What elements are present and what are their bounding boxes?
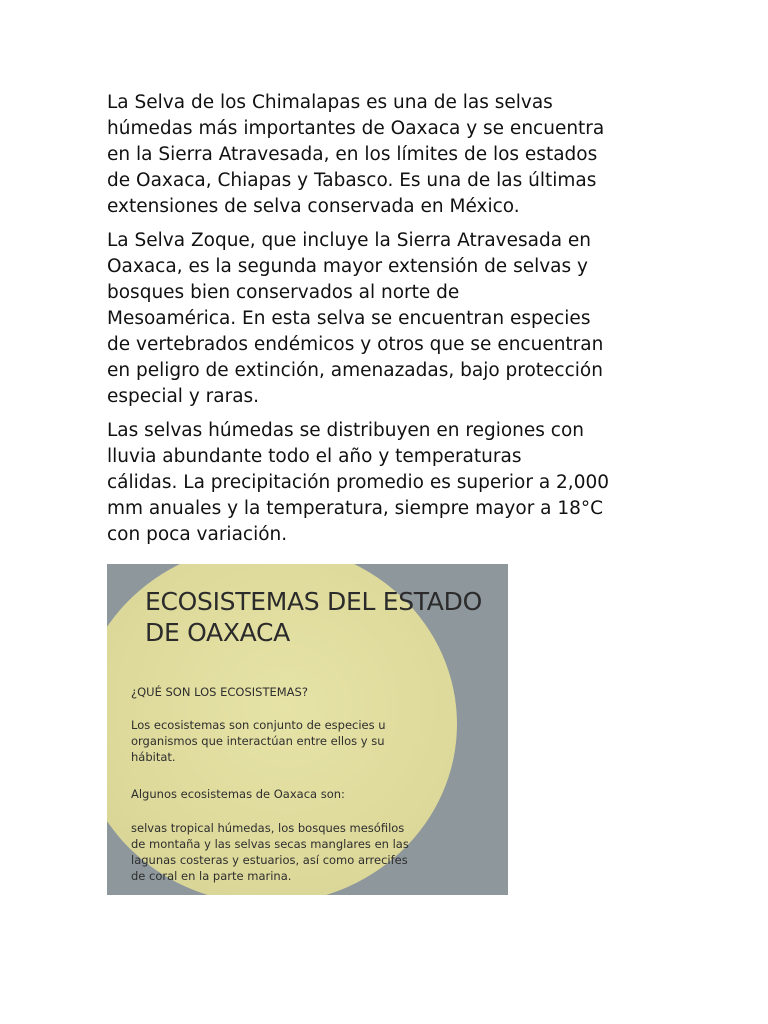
infographic-intro: Algunos ecosistemas de Oaxaca son: xyxy=(131,787,345,801)
infographic-question: ¿QUÉ SON LOS ECOSISTEMAS? xyxy=(131,685,308,699)
infographic-ecosystem-list: selvas tropical húmedas, los bosques mesófilos de montaña y las selvas secas manglares en las lagunas costeras y estuarios, así como arrecifes de coral en la parte marina. xyxy=(131,821,409,883)
infographic-title: ECOSISTEMAS DEL ESTADO DE OAXACA xyxy=(145,587,482,647)
document-body xyxy=(107,90,667,556)
infographic-definition: Los ecosistemas son conjunto de especies u organismos que interactúan entre ellos y su hábitat. xyxy=(131,718,386,764)
paragraph-selvas-humedas: Las selvas húmedas se distribuyen en regiones con lluvia abundante todo el año y temperaturas cálidas. La precipitación promedio es superior a 2,000 mm anuales y la temperatura, siempre mayor a 18°C con poca variación. xyxy=(107,420,610,545)
paragraph-selva-zoque: La Selva Zoque, que incluye la Sierra Atravesada en Oaxaca, es la segunda mayor extensión de selvas y bosques bien conservados al norte de Mesoamérica. En esta selva se encuentran especies de vertebrados endémicos y otros que se encuentran en peligro de extinción, amenazadas, bajo protección especial y raras. xyxy=(107,230,604,407)
paragraph-chimalapas: La Selva de los Chimalapas es una de las selvas húmedas más importantes de Oaxaca y se encuentra en la Sierra Atravesada, en los límites de los estados de Oaxaca, Chiapas y Tabasco. Es una de las últimas extensiones de selva conservada en México. xyxy=(107,92,605,217)
ecosystems-infographic xyxy=(107,564,508,895)
